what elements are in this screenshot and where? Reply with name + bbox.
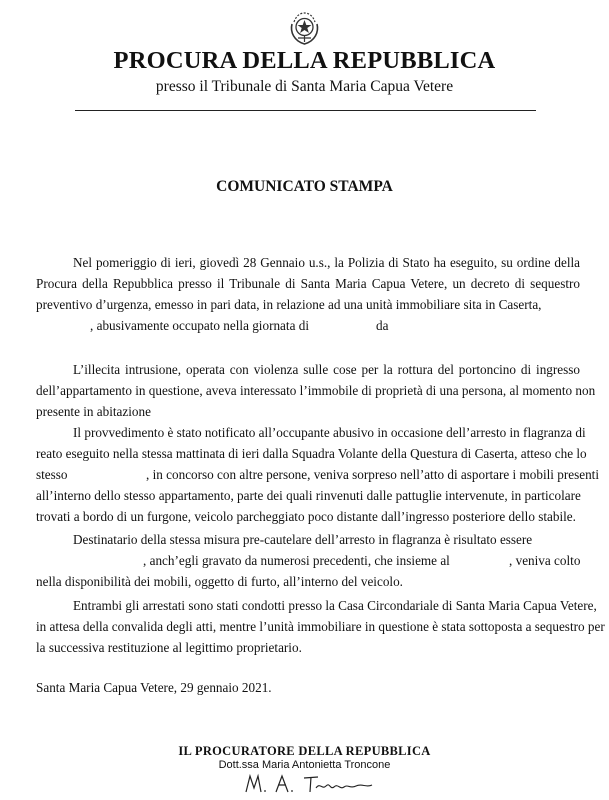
italian-republic-emblem-icon	[288, 10, 321, 46]
paragraph-line: , anch’egli gravato da numerosi precedenti, che insieme al	[143, 553, 450, 568]
paragraph-line: , abusivamente occupato nella giornata di	[90, 318, 309, 333]
paragraph-line: la successiva restituzione al legittimo proprietario.	[36, 640, 302, 655]
header-divider	[75, 110, 536, 111]
paragraph-line: Il provvedimento è stato notificato all’occupante abusivo in occasione dell’arresto in flagranza di	[73, 425, 586, 440]
paragraph-line: Destinatario della stessa misura pre-cautelare dell’arresto in flagranza è risultato essere	[73, 532, 533, 547]
paragraph-line: Procura della Repubblica presso il Tribunale di Santa Maria Capua Vetere, un decreto di sequestro	[36, 276, 580, 291]
paragraph-line: preventivo d’urgenza, emesso in pari data, in relazione ad una unità immobiliare sita in Caserta,	[36, 297, 542, 312]
paragraph-line: dell’appartamento in questione, aveva interessato l’immobile di proprietà di una persona, al momento non	[36, 383, 596, 398]
place-date: Santa Maria Capua Vetere, 29 gennaio 2021.	[36, 680, 272, 695]
signature-title: IL PROCURATORE DELLA REPUBBLICA	[178, 744, 431, 758]
handwritten-signature	[238, 770, 378, 796]
paragraph-line: L’illecita intrusione, operata con violenza sulle cose per la rottura del portoncino di ingresso	[73, 362, 580, 377]
paragraph-line: presente in abitazione	[36, 404, 151, 419]
paragraph-line: Entrambi gli arrestati sono stati condotti presso la Casa Circondariale di Santa Maria Capua Vetere,	[73, 598, 597, 613]
paragraph-line: da	[376, 318, 389, 333]
paragraph-line: Nel pomeriggio di ieri, giovedì 28 Gennaio u.s., la Polizia di Stato ha eseguito, su ordine della	[73, 255, 580, 270]
paragraph-line: stesso	[36, 467, 68, 482]
paragraph-line: , veniva colto	[509, 553, 581, 568]
paragraph-line: nella disponibilità dei mobili, oggetto di furto, all’interno del veicolo.	[36, 574, 403, 589]
institution-subtitle: presso il Tribunale di Santa Maria Capua Vetere	[155, 78, 454, 95]
institution-title: PROCURA DELLA REPUBBLICA	[113, 47, 496, 74]
paragraph-line: in attesa della convalida degli atti, mentre l’unità immobiliare in questione è stata sottoposta a sequestro per	[36, 619, 605, 634]
paragraph-line: all’interno dello stesso appartamento, parte dei quali rinvenuti dalle pattuglie intervenute, in particolare	[36, 488, 581, 503]
signature-name: Dott.ssa Maria Antonietta Troncone	[218, 759, 391, 771]
paragraph-line: reato eseguito nella stessa mattinata di ieri dalla Squadra Volante della Questura di Caserta, atteso che lo	[36, 446, 587, 461]
paragraph-line: , in concorso con altre persone, veniva sorpreso nell’atto di asportare i mobili presenti	[146, 467, 599, 482]
document-title: COMUNICATO STAMPA	[216, 178, 393, 195]
paragraph-line: trovati a bordo di un furgone, veicolo parcheggiato poco distante dall’ingresso posteriore dello stabile.	[36, 509, 576, 524]
